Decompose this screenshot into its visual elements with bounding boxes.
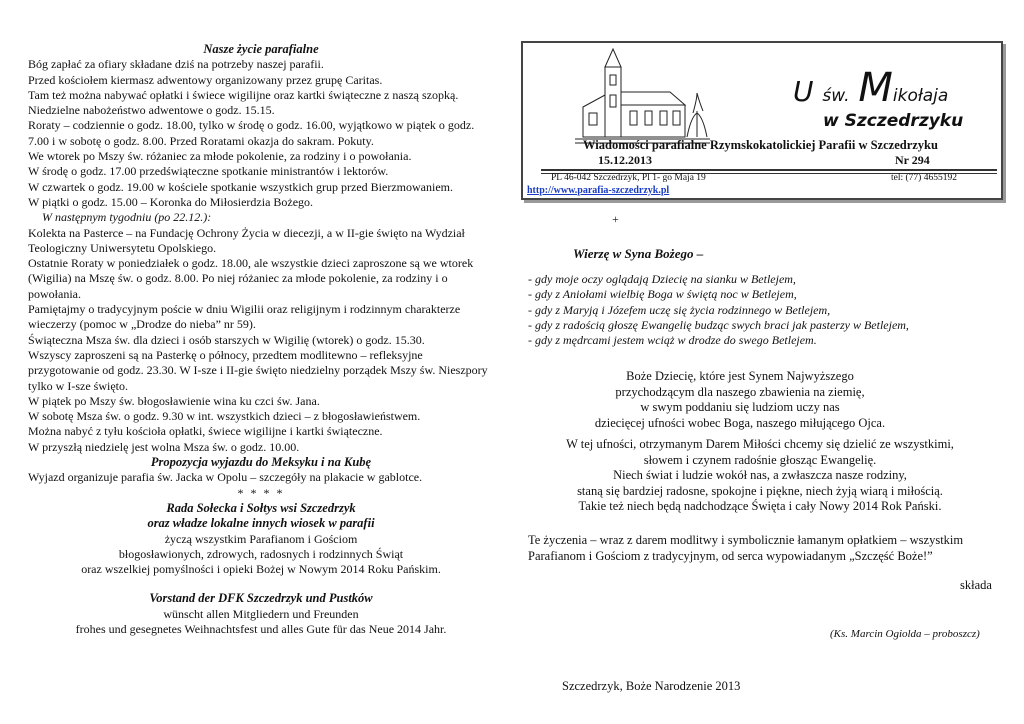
title-sw: św.	[822, 86, 850, 106]
masthead-title-line2: w Szczedrzyku	[823, 111, 964, 131]
wish-line: Boże Dziecię, które jest Synem Najwyższego	[626, 369, 854, 383]
council-wish-line: błogosławionych, zdrowych, radosnych i rodzinnych Świąt	[118, 546, 404, 561]
masthead-subtitle: Wiadomości parafialne Rzymskokatolickiej Parafii w Szczedrzyku	[583, 138, 938, 152]
announcement-line: Tam też można nabywać opłatki i świece wigilijne oraz kartki świąteczne z naszą szopką.	[28, 87, 459, 102]
place-and-date: Szczedrzyk, Boże Narodzenie 2013	[562, 679, 741, 693]
announcement-line: W przyszłą niedzielę jest wolna Msza św. o godz. 10.00.	[28, 439, 300, 454]
wish-line: słowem i czynem radośnie głosząc Ewangelię.	[643, 452, 877, 467]
announcement-line: Wszyscy zaproszeni są na Pasterkę o północy, przedtem modlitewno – refleksyjne przygotowanie od godz. 23.30. W I-sze i II-gie święto niedzielny porządek Mszy św. Nieszpory tylko w I-sze święto.	[28, 347, 488, 393]
masthead-rule	[541, 169, 997, 171]
credo-line: - gdy moje oczy oglądają Dziecię na sianku w Betlejem,	[528, 272, 796, 286]
christmas-wish-paragraph-1	[560, 369, 920, 431]
announcement-line: Kolekta na Pasterce – na Fundację Ochrony Życia w diecezji, a w II-gie święto na Wydział Teologiczny Uniwersytetu Opolskiego.	[28, 225, 465, 255]
wish-line: W tej ufności, otrzymanym Darem Miłości chcemy się dzielić ze wszystkimi,	[566, 437, 954, 451]
pastor-signature: (Ks. Marcin Ogiolda – proboszcz)	[830, 628, 980, 640]
section-separator: * * * *	[237, 485, 285, 500]
credo-list	[528, 272, 909, 348]
issue-date: 15.12.2013	[598, 153, 652, 167]
issue-number: Nr 294	[895, 153, 930, 167]
announcement-line: W piątki o godz. 15.00 – Koronka do Miłosierdzia Bożego.	[28, 194, 314, 209]
sender-label: składa	[960, 578, 992, 592]
credo-line: - gdy z mędrcami jestem wciąż w drodze do swego Betlejem.	[528, 333, 817, 348]
announcement-line: W piątek po Mszy św. błogosławienie wina ku czci św. Jana.	[28, 393, 320, 408]
credo-line: - gdy z Aniołami wielbię Boga w świętą noc w Betlejem,	[528, 287, 797, 302]
wish-line: w swym poddaniu się ludziom uczy nas	[640, 400, 840, 414]
wish-line: Niech świat i ludzie wokół nas, a zwłaszcza nasze rodziny,	[613, 468, 907, 482]
announcement-line: Roraty – codziennie o godz. 18.00, tylko w środę o godz. 16.00, wyjątkowo w piątek o godz. 7.00 i w sobotę o godz. 8.00. Przed Roratami okazja do sakram. Pokuty.	[28, 118, 475, 148]
dfk-heading: Vorstand der DFK Szczedrzyk und Pustków	[149, 591, 373, 606]
dfk-wish-line: wünscht allen Mitgliedern und Freunden	[163, 606, 359, 621]
newsletter-masthead	[521, 41, 1003, 200]
council-heading: Rada Sołecka i Sołtys wsi Szczedrzyk	[166, 500, 356, 515]
announcement-line: Ostatnie Roraty w poniedziałek o godz. 18.00, ale wszystkie dzieci zaproszone są we wtorek (Wigilia) na Mszę św. o godz. 8.00. Po niej różaniec za młode pokolenie, za rodziny i o powołania.	[28, 256, 474, 301]
wish-line: Takie też niech będą nadchodzące Święta i cały Nowy 2014 Rok Pański.	[578, 499, 942, 513]
council-heading-2: oraz władze lokalne innych wiosek w parafii	[147, 516, 375, 531]
title-rest: ikołaja	[892, 86, 949, 106]
left-column	[28, 42, 494, 637]
parish-life-heading: Nasze życie parafialne	[203, 42, 319, 56]
credo-heading: Wierzę w Syna Bożego –	[573, 246, 704, 261]
title-letter-u: U	[793, 75, 814, 108]
announcement-line: We wtorek po Mszy św. różaniec za młode pokolenie, za rodziny i o powołania.	[28, 149, 412, 164]
masthead-title	[793, 65, 948, 111]
wish-line: dziecięcej ufności wobec Boga, naszego miłującego Ojca.	[594, 415, 886, 430]
announcement-line: Bóg zapłać za ofiary składane dziś na potrzeby naszej parafii.	[28, 57, 324, 72]
cross-symbol: +	[612, 212, 619, 226]
parish-website-link[interactable]: http://www.parafia-szczedrzyk.pl	[527, 185, 670, 196]
trip-text: Wyjazd organizuje parafia św. Jacka w Opolu – szczegóły na plakacie w gablotce.	[28, 470, 423, 485]
parish-address: PL 46-042 Szczedrzyk, Pl 1- go Maja 19	[551, 173, 706, 183]
announcement-line: Pamiętajmy o tradycyjnym poście w dniu Wigilii oraz religijnym i rodzinnym charakterze wieczerzy (pomoc w „Drodze do nieba” nr 59).	[28, 302, 461, 332]
title-letter-m: M	[858, 65, 893, 111]
christmas-wish-paragraph-3: Te życzenia – wraz z darem modlitwy i symbolicznie łamanym opłatkiem – wszystkim Parafianom i Gościom z tradycyjnym, od serca wypowiadanym „Szczęść Boże!”	[528, 533, 964, 563]
announcement-line: Niedzielne nabożeństwo adwentowe o godz. 15.15.	[28, 103, 275, 118]
trip-heading: Propozycja wyjazdu do Meksyku i na Kubę	[150, 455, 372, 470]
wish-line: przychodzącym dla naszego zbawienia na ziemię,	[615, 384, 865, 399]
dfk-wish-line: frohes und gesegnetes Weihnachtsfest und alles Gute für das Neue 2014 Jahr.	[75, 621, 447, 636]
announcement-line: Świąteczna Msza św. dla dzieci i osób starszych w Wigilię (wtorek) o godz. 15.30.	[28, 332, 425, 347]
christmas-wish-paragraph-2	[540, 437, 980, 515]
announcement-line: Przed kościołem kiermasz adwentowy organizowany przez grupę Caritas.	[28, 72, 383, 87]
council-wish-line: oraz wszelkiej pomyślności i opieki Bożej w Nowym 2014 Roku Pańskim.	[81, 562, 441, 577]
next-week-heading: W następnym tygodniu (po 22.12.):	[42, 210, 212, 225]
announcement-line: Można nabyć z tyłu kościoła opłatki, świece wigilijne i kartki świąteczne.	[28, 424, 383, 439]
announcement-line: W sobotę Msza św. o godz. 9.30 w int. wszystkich dzieci – z błogosławieństwem.	[28, 409, 421, 424]
wish-line: staną się bardziej radosne, spokojne i piękne, niech żyją wiarą i miłością.	[577, 483, 943, 498]
credo-line: - gdy z Maryją i Józefem uczę się życia rodzinnego w Betlejem,	[528, 302, 831, 317]
parish-phone: tel: (77) 4655192	[891, 173, 957, 183]
announcement-line: W środę o godz. 17.00 przedświąteczne spotkanie ministrantów i lektorów.	[28, 164, 389, 179]
credo-line: - gdy z radością głoszę Ewangelię budząc swych braci jak pasterzy w Betlejem,	[528, 317, 909, 332]
announcement-line: W czwartek o godz. 19.00 w kościele spotkanie wszystkich grup przed Bierzmowaniem.	[28, 179, 453, 194]
council-wish-line: życzą wszystkim Parafianom i Gościom	[164, 531, 358, 546]
